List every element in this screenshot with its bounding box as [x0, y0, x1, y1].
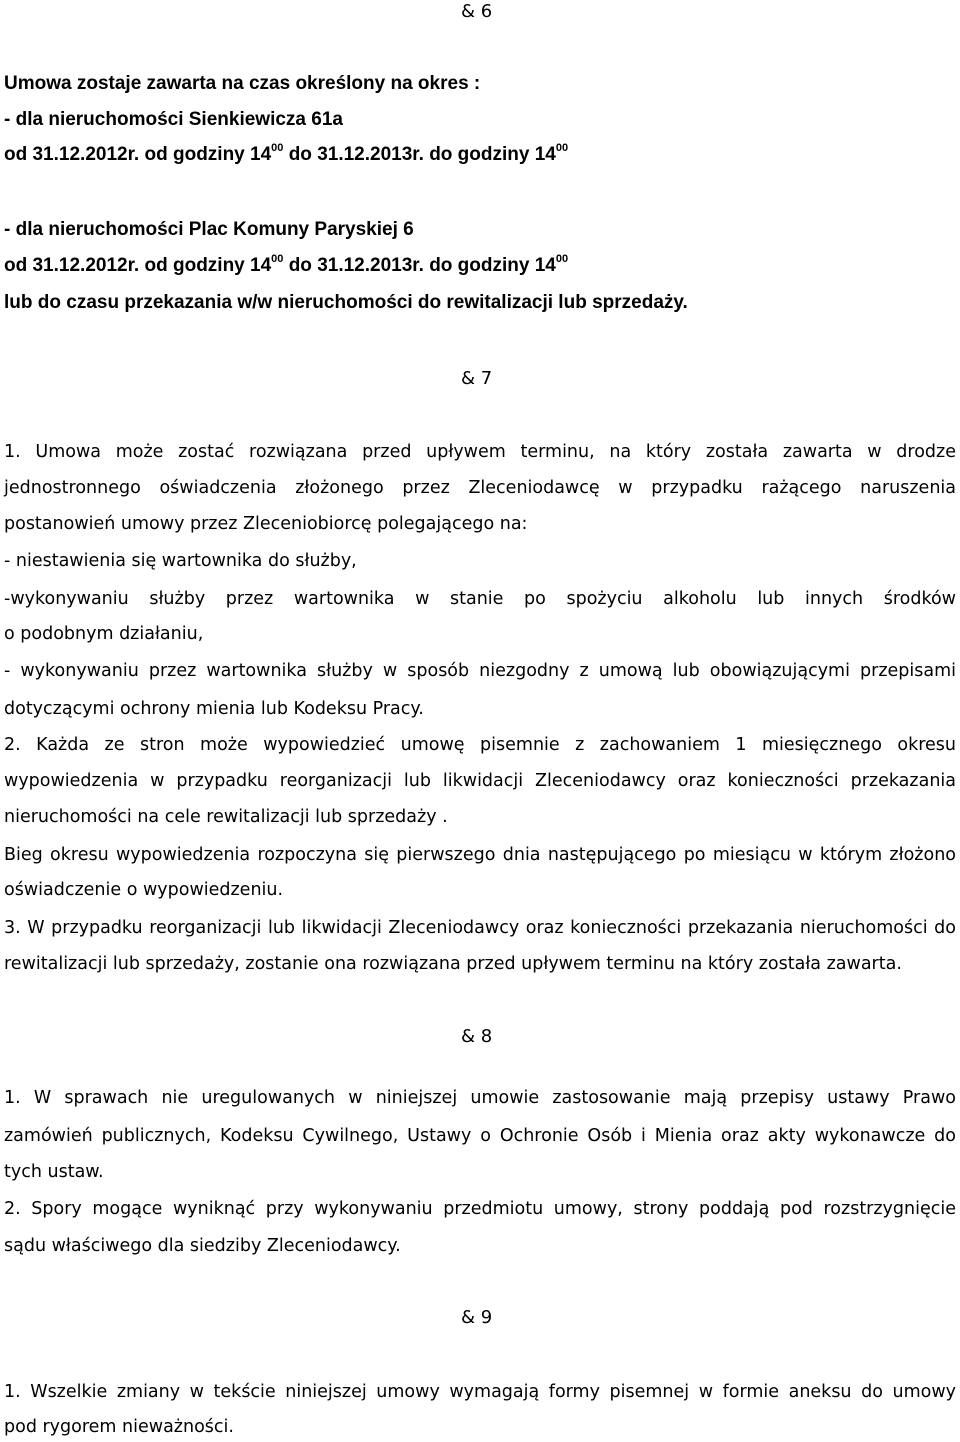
- s7-line: 3. W przypadku reorganizacji lub likwidacji Zleceniodawcy oraz konieczności przekazania nieruchomości do: [4, 918, 956, 938]
- s6-intro: Umowa zostaje zawarta na czas określony na okres :: [4, 73, 481, 94]
- s6-property-1-to: do 31.12.2013r. do godziny 14: [283, 144, 556, 165]
- s9-line: 1. Wszelkie zmiany w tekście niniejszej umowy wymagają formy pisemnej w formie aneksu do umowy: [4, 1382, 956, 1402]
- section-heading-7: & 7: [461, 368, 493, 389]
- s6-property-1-period: [4, 141, 569, 166]
- section-heading-8: & 8: [461, 1026, 493, 1047]
- s7-line: rewitalizacji lub sprzedaży, zostanie ona rozwiązana przed upływem terminu na który została zawarta.: [4, 954, 902, 974]
- s9-line: pod rygorem nieważności.: [4, 1417, 234, 1437]
- s7-line: - wykonywaniu przez wartownika służby w sposób niezgodny z umową lub obowiązującymi przepisami: [4, 661, 956, 681]
- section-heading-9: & 9: [461, 1307, 493, 1328]
- s6-property-2-to-sup: 00: [555, 252, 569, 265]
- s7-line: 1. Umowa może zostać rozwiązana przed upływem terminu, na który została zawarta w drodze: [4, 442, 956, 462]
- s7-line: Bieg okresu wypowiedzenia rozpoczyna się pierwszego dnia następującego po miesiącu w którym złożono: [4, 845, 956, 865]
- s6-property-2-to: do 31.12.2013r. do godziny 14: [283, 255, 556, 276]
- s7-line: o podobnym działaniu,: [4, 624, 204, 644]
- s6-property-2-from-sup: 00: [271, 252, 284, 265]
- s6-property-1-name: - dla nieruchomości Sienkiewicza 61a: [4, 109, 343, 130]
- s6-tail: lub do czasu przekazania w/w nieruchomości do rewitalizacji lub sprzedaży.: [4, 292, 688, 313]
- s8-line: 1. W sprawach nie uregulowanych w niniejszej umowie zastosowanie mają przepisy ustawy Prawo: [4, 1088, 956, 1108]
- s8-line: sądu właściwego dla siedziby Zleceniodawcy.: [4, 1236, 401, 1256]
- s7-line: -wykonywaniu służby przez wartownika w stanie po spożyciu alkoholu lub innych środków: [4, 589, 956, 609]
- s7-line: oświadczenie o wypowiedzeniu.: [4, 880, 284, 900]
- s7-line: dotyczącymi ochrony mienia lub Kodeksu Pracy.: [4, 699, 424, 719]
- s6-property-1-to-sup: 00: [555, 141, 569, 154]
- s6-property-1-from: od 31.12.2012r. od godziny 14: [4, 144, 272, 165]
- s8-line: zamówień publicznych, Kodeksu Cywilnego, Ustawy o Ochronie Osób i Mienia oraz akty wykonawcze do: [4, 1126, 956, 1146]
- s6-property-1-from-sup: 00: [271, 141, 284, 154]
- section-heading-6: & 6: [461, 1, 493, 22]
- s7-line: nieruchomości na cele rewitalizacji lub sprzedaży .: [4, 807, 448, 827]
- s7-line: postanowień umowy przez Zleceniobiorcę polegającego na:: [4, 514, 528, 534]
- s7-line: jednostronnego oświadczenia złożonego przez Zleceniodawcę w przypadku rażącego naruszenia: [4, 478, 956, 498]
- s6-property-2-from: od 31.12.2012r. od godziny 14: [4, 255, 272, 276]
- s7-line: wypowiedzenia w przypadku reorganizacji lub likwidacji Zleceniodawcy oraz konieczności przekazania: [4, 771, 956, 791]
- s7-line: - niestawienia się wartownika do służby,: [4, 551, 357, 571]
- s7-line: 2. Każda ze stron może wypowiedzieć umowę pisemnie z zachowaniem 1 miesięcznego okresu: [4, 735, 956, 755]
- s6-property-2-period: [4, 252, 569, 277]
- s8-line: tych ustaw.: [4, 1162, 104, 1182]
- s8-line: 2. Spory mogące wyniknąć przy wykonywaniu przedmiotu umowy, strony poddają pod rozstrzygnięcie: [4, 1199, 956, 1219]
- s6-property-2-name: - dla nieruchomości Plac Komuny Paryskiej 6: [4, 219, 414, 240]
